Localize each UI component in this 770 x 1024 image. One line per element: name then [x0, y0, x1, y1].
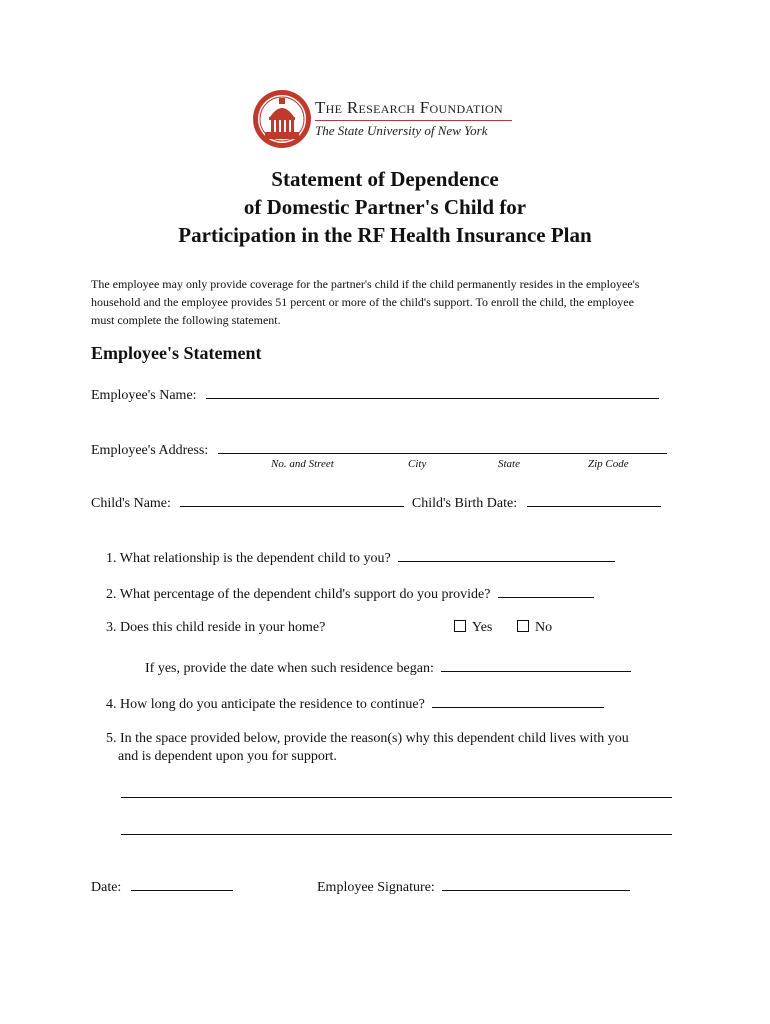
- question-1-row: [106, 547, 615, 567]
- employee-address-field[interactable]: [218, 439, 667, 454]
- question-2-row: [106, 583, 594, 603]
- reason-answer-line-1[interactable]: [121, 797, 672, 798]
- residence-start-date-field[interactable]: [441, 657, 631, 672]
- question-2-answer-field[interactable]: [498, 583, 594, 598]
- no-checkbox[interactable]: [517, 620, 529, 632]
- reason-answer-line-2[interactable]: [121, 834, 672, 835]
- question-4-row: [106, 693, 604, 713]
- address-caption-city: City: [408, 458, 427, 470]
- question-5-line-2: and is dependent upon you for support.: [118, 749, 337, 764]
- employee-address-row: [91, 439, 667, 459]
- intro-line-2: household and the employee provides 51 percent or more of the child's support. To enroll the child, the employee: [91, 295, 634, 309]
- child-birth-date-field[interactable]: [527, 492, 661, 507]
- signature-row: [317, 876, 630, 896]
- section-heading: Employee's Statement: [91, 343, 262, 363]
- question-1-answer-field[interactable]: [398, 547, 615, 562]
- employee-name-field[interactable]: [206, 384, 659, 399]
- employee-address-label: Employee's Address:: [91, 443, 209, 458]
- employee-name-label: Employee's Name:: [91, 388, 197, 403]
- child-name-label: Child's Name:: [91, 496, 171, 511]
- intro-line-3: must complete the following statement.: [91, 313, 281, 327]
- question-3-followup-text: If yes, provide the date when such residence began:: [145, 661, 434, 676]
- title-line-2: of Domestic Partner's Child for: [243, 195, 527, 219]
- title-line-3: Participation in the RF Health Insurance Plan: [178, 223, 592, 247]
- question-4-text: 4. How long do you anticipate the residence to continue?: [106, 697, 425, 712]
- date-row: [91, 876, 233, 896]
- question-1-text: 1. What relationship is the dependent child to you?: [106, 551, 391, 566]
- question-4-answer-field[interactable]: [432, 693, 604, 708]
- research-foundation-seal-logo: [252, 89, 312, 149]
- title-line-1: Statement of Dependence: [271, 167, 499, 191]
- intro-paragraph: [91, 275, 681, 329]
- question-5-line-1: 5. In the space provided below, provide the reason(s) why this dependent child lives with you: [106, 731, 629, 746]
- date-field[interactable]: [131, 876, 233, 891]
- child-birth-date-label: Child's Birth Date:: [411, 496, 518, 511]
- document-title: [0, 165, 770, 249]
- address-caption-street: No. and Street: [271, 458, 334, 470]
- yes-checkbox[interactable]: [454, 620, 466, 632]
- date-label: Date:: [91, 880, 122, 895]
- employee-name-row: [91, 384, 659, 404]
- question-3-text: 3. Does this child reside in your home?: [106, 620, 326, 635]
- address-caption-zip: Zip Code: [588, 458, 629, 470]
- organization-name: The Research Foundation: [315, 98, 503, 117]
- child-name-field[interactable]: [180, 492, 404, 507]
- yes-label: Yes: [472, 620, 493, 635]
- yes-option[interactable]: [454, 620, 492, 636]
- address-caption-state: State: [498, 458, 520, 470]
- question-2-text: 2. What percentage of the dependent child's support do you provide?: [106, 587, 491, 602]
- intro-line-1: The employee may only provide coverage for the partner's child if the child permanently resides in the employee's: [91, 277, 640, 291]
- no-label: No: [535, 620, 553, 635]
- header-divider: [315, 120, 512, 121]
- employee-signature-field[interactable]: [442, 876, 630, 891]
- child-info-row: [91, 492, 661, 512]
- question-3-followup-row: [145, 657, 631, 677]
- organization-subtitle: The State University of New York: [315, 123, 488, 138]
- no-option[interactable]: [517, 620, 552, 636]
- signature-label: Employee Signature:: [317, 880, 435, 895]
